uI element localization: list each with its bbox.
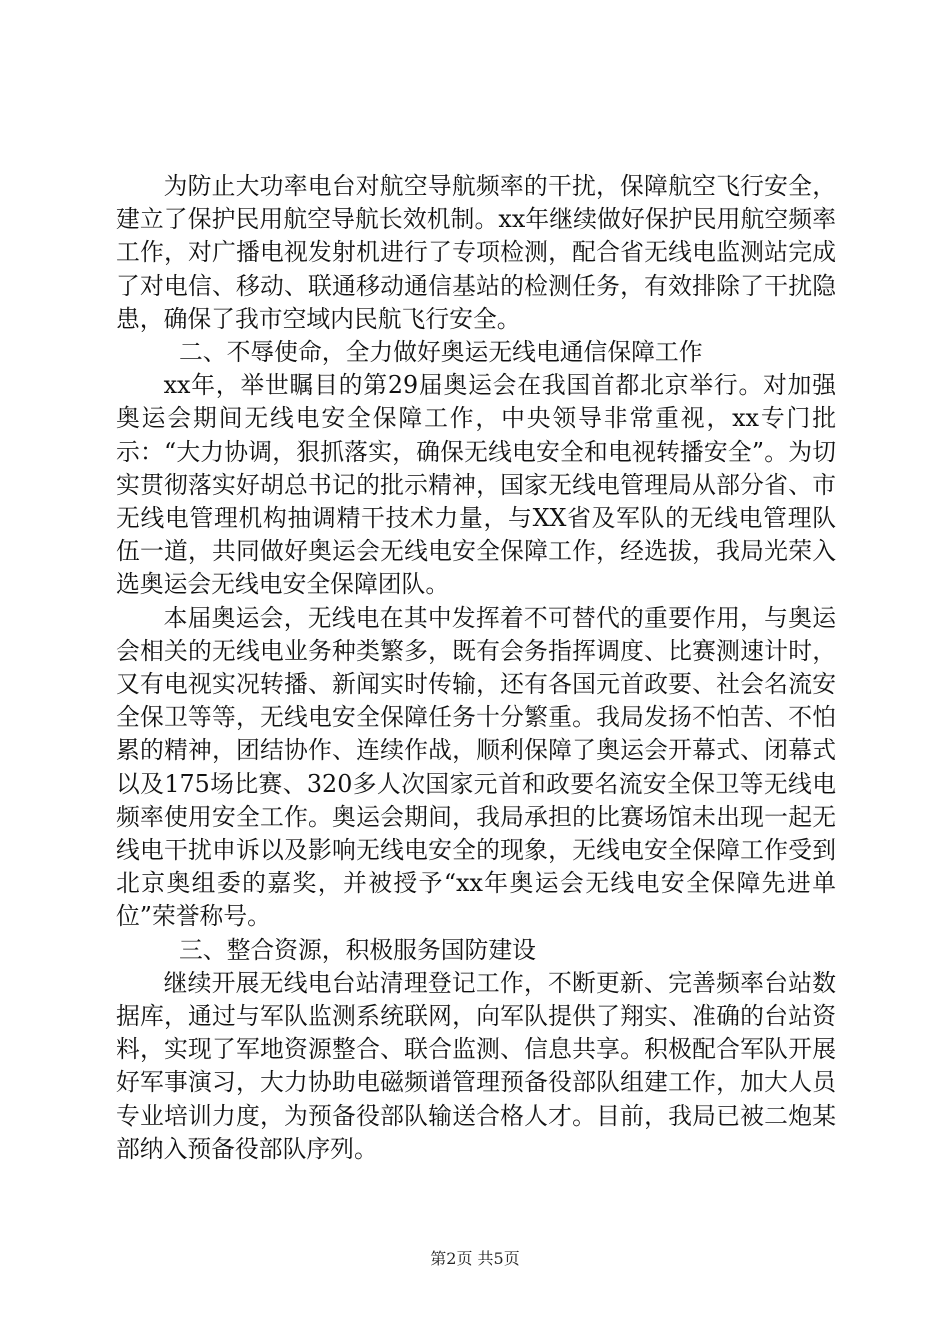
paragraph-aviation-safety: 为防止大功率电台对航空导航频率的干扰，保障航空飞行安全，建立了保护民用航空导航长效机制。xx年继续做好保护民用航空频率工作，对广播电视发射机进行了专项检测，配合省无线电监测站完成了对电信、移动、联通移动通信基站的检测任务，有效排除了干扰隐患，确保了我市空域内民航飞行安全。 bbox=[116, 172, 836, 333]
paragraph-national-defense: 继续开展无线电台站清理登记工作，不断更新、完善频率台站数据库，通过与军队监测系统联网，向军队提供了翔实、准确的台站资料，实现了军地资源整合、联合监测、信息共享。积极配合军队开展好军事演习，大力协助电磁频谱管理预备役部队组建工作，加大人员专业培训力度，为预备役部队输送合格人才。目前，我局已被二炮某部纳入预备役部队序列。 bbox=[116, 968, 836, 1163]
paragraph-olympics-work: 本届奥运会，无线电在其中发挥着不可替代的重要作用，与奥运会相关的无线电业务种类繁多，既有会务指挥调度、比赛测速计时，又有电视实况转播、新闻实时传输，还有各国元首政要、社会名流安全保卫等等，无线电安全保障任务十分繁重。我局发扬不怕苦、不怕累的精神，团结协作、连续作战，顺利保障了奥运会开幕式、闭幕式以及175场比赛、320多人次国家元首和政要名流安全保卫等无线电频率使用安全工作。奥运会期间，我局承担的比赛场馆未出现一起无线电干扰申诉以及影响无线电安全的现象，无线电安全保障工作受到北京奥组委的嘉奖，并被授予“xx年奥运会无线电安全保障先进单位”荣誉称号。 bbox=[116, 603, 836, 931]
paragraph-olympics-intro: xx年，举世瞩目的第29届奥运会在我国首都北京举行。对加强奥运会期间无线电安全保障工作，中央领导非常重视，xx专门批示：“大力协调，狠抓落实，确保无线电安全和电视转播安全”。为切实贯彻落实好胡总书记的批示精神，国家无线电管理局从部分省、市无线电管理机构抽调精干技术力量，与XX省及军队的无线电管理队伍一道，共同做好奥运会无线电安全保障工作，经选拔，我局光荣入选奥运会无线电安全保障团队。 bbox=[116, 371, 836, 599]
section-heading-3: 三、整合资源，积极服务国防建设 bbox=[179, 935, 536, 964]
page-number-footer: 第2页 共5页 bbox=[430, 1249, 520, 1268]
document-body bbox=[116, 170, 836, 1166]
section-heading-2: 二、不辱使命，全力做好奥运无线电通信保障工作 bbox=[179, 338, 703, 367]
